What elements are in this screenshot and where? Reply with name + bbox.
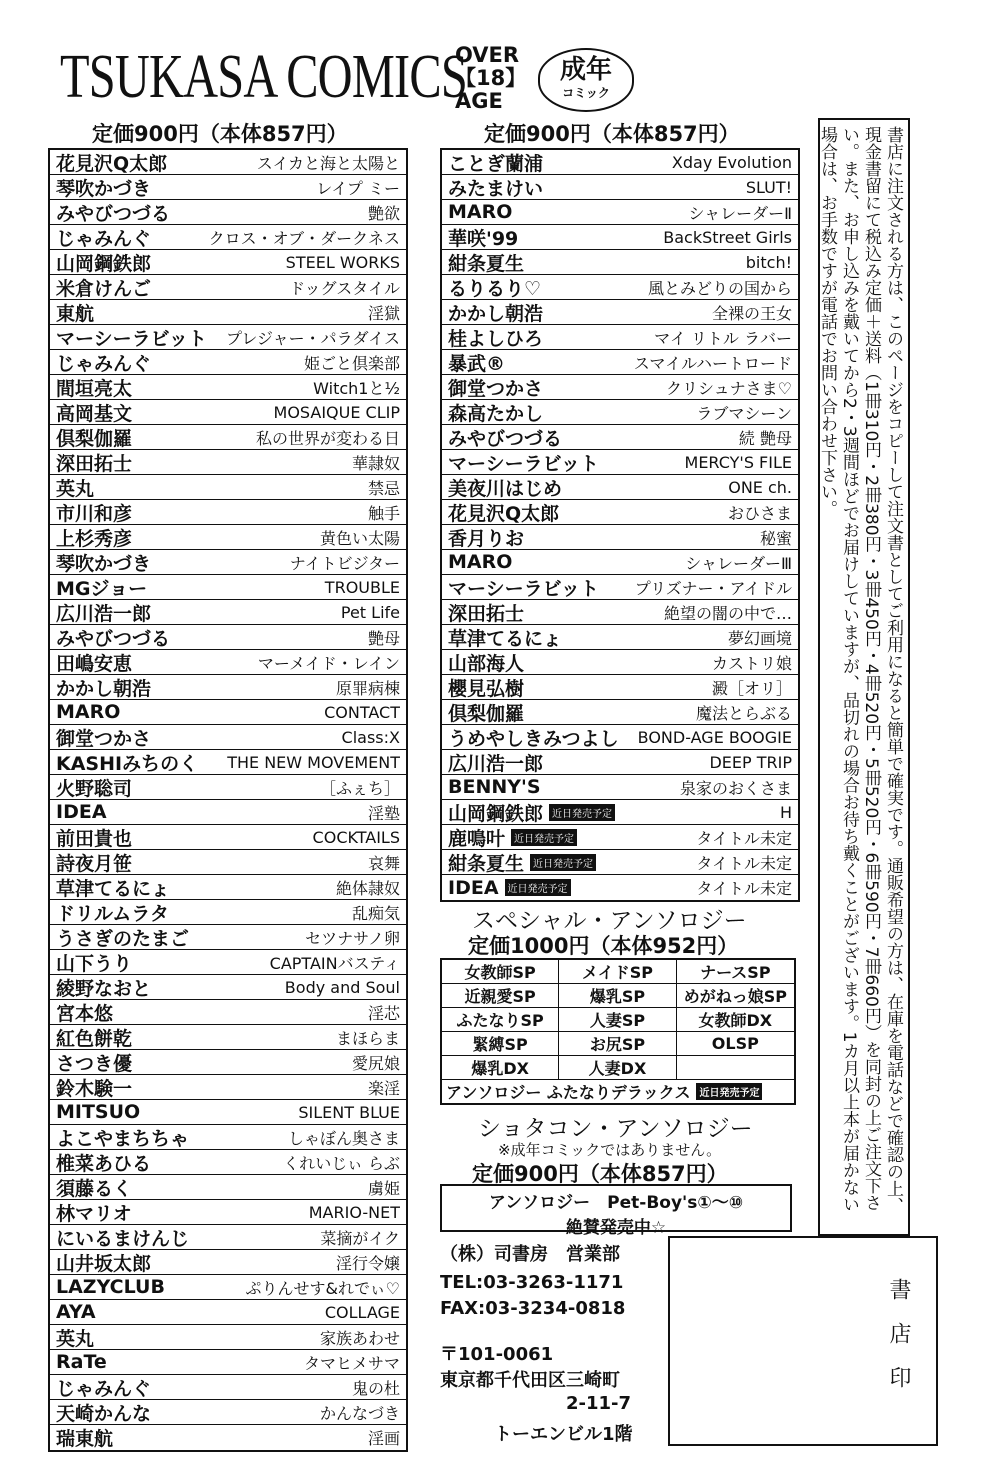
- catalog-title: 哀舞: [367, 853, 400, 873]
- catalog-title: ［ふぇち］: [319, 778, 400, 798]
- catalog-author: RaTe: [56, 1351, 107, 1373]
- address-line2: 2-11-7: [566, 1393, 632, 1414]
- catalog-title: Pet Life: [340, 602, 400, 622]
- catalog-row: [442, 825, 798, 850]
- catalog-author: るりるり♡: [448, 277, 542, 300]
- catalog-row: [442, 625, 798, 650]
- catalog-row: [50, 800, 406, 825]
- catalog-author: MITSUO: [56, 1101, 141, 1123]
- catalog-title: 淫芯: [367, 1003, 400, 1023]
- catalog-author: ことぎ蘭浦: [448, 152, 544, 175]
- catalog-author: 香月りお: [448, 527, 525, 550]
- catalog-row: [50, 550, 406, 575]
- catalog-author: 広川浩一郎: [448, 752, 544, 775]
- shota-anthology-title: ショタコン・アンソロジー: [478, 1116, 753, 1142]
- catalog-row: [50, 525, 406, 550]
- catalog-author: MARO: [448, 201, 513, 223]
- catalog-row: [442, 700, 798, 725]
- catalog-title: タイトル未定: [696, 853, 792, 873]
- catalog-title: タイトル未定: [696, 879, 792, 898]
- catalog-author: KASHIみちのく: [56, 752, 199, 775]
- catalog-title: しゃぼん奥さま: [287, 1128, 400, 1148]
- catalog-row: [50, 475, 406, 500]
- catalog-row: [50, 575, 406, 600]
- catalog-title: シャレーダーⅢ: [685, 553, 792, 573]
- catalog-row: [50, 950, 406, 975]
- catalog-title: CONTACT: [324, 702, 400, 722]
- pet-boys-line1: アンソロジー Pet-Boy's①～⑩: [488, 1193, 744, 1213]
- catalog-author: 宮本悠: [56, 1002, 114, 1025]
- catalog-row: [50, 625, 406, 650]
- catalog-row: [442, 775, 798, 800]
- anthology-cell: 近親愛SP: [442, 984, 559, 1008]
- catalog-author: 山岡鋼鉄郎: [56, 252, 152, 275]
- catalog-title: スマイルハートロード: [633, 353, 792, 373]
- catalog-row: [50, 1325, 406, 1350]
- anthology-wide-row: [442, 1080, 794, 1103]
- anthology-cell: お尻SP: [559, 1032, 676, 1056]
- left-catalog-list: [48, 148, 408, 1452]
- catalog-title: Class:X: [341, 727, 400, 747]
- catalog-author: MARO: [448, 551, 513, 573]
- catalog-row: [50, 1275, 406, 1300]
- catalog-title: ラブマシーン: [696, 403, 792, 423]
- catalog-row: [50, 300, 406, 325]
- catalog-row: [50, 650, 406, 675]
- catalog-row: [442, 325, 798, 350]
- anthology-cell: 女教師SP: [442, 960, 559, 984]
- catalog-title: レイプ ミー: [316, 178, 400, 198]
- catalog-author: 草津てるにょ: [448, 627, 562, 650]
- catalog-title: タイトル未定: [696, 828, 792, 848]
- catalog-row: [50, 750, 406, 775]
- catalog-author: 紅色餅乾: [56, 1027, 133, 1050]
- catalog-row: [50, 1000, 406, 1025]
- catalog-row: [50, 1075, 406, 1100]
- catalog-author: 紺条夏生: [448, 852, 525, 875]
- catalog-author: 須藤るく: [56, 1177, 133, 1200]
- catalog-row: [50, 400, 406, 425]
- coming-soon-badge: 近日発売予定: [696, 1083, 762, 1100]
- catalog-row: [442, 200, 798, 225]
- catalog-row: [50, 150, 406, 175]
- catalog-author: よこやまちちゃ: [56, 1127, 190, 1150]
- catalog-row: [50, 700, 406, 725]
- over-age-line: OVER: [455, 43, 520, 67]
- catalog-title: 禁忌: [367, 478, 400, 498]
- catalog-title: BackStreet Girls: [663, 227, 792, 247]
- catalog-author: 御堂つかさ: [56, 727, 152, 750]
- catalog-title: 続 艶母: [738, 428, 792, 448]
- catalog-title: 家族あわせ: [319, 1328, 400, 1348]
- catalog-title: 夢幻画境: [727, 628, 792, 648]
- catalog-row: [442, 550, 798, 575]
- catalog-row: [50, 1100, 406, 1125]
- catalog-row: [50, 925, 406, 950]
- catalog-row: [50, 325, 406, 350]
- catalog-author: じゃみんぐ: [56, 1377, 152, 1400]
- catalog-author: 紺条夏生: [448, 252, 525, 275]
- catalog-author: 広川浩一郎: [56, 602, 152, 625]
- catalog-author: BENNY'S: [448, 776, 541, 798]
- publisher-title: TSUKASA COMICS: [60, 43, 467, 111]
- catalog-title: 楽淫: [367, 1078, 400, 1098]
- catalog-title: プリズナー・アイドル: [634, 578, 792, 598]
- anthology-cell: 人妻DX: [559, 1056, 676, 1080]
- catalog-title: まほらま: [335, 1028, 400, 1048]
- seinen-main: 成年: [559, 55, 612, 85]
- catalog-row: [50, 175, 406, 200]
- catalog-row: [50, 200, 406, 225]
- right-catalog-list: [440, 148, 800, 902]
- catalog-author: 森高たかし: [448, 402, 544, 425]
- catalog-title: CAPTAINバスティ: [269, 953, 400, 973]
- catalog-author: 市川和彦: [56, 502, 133, 525]
- catalog-title: 艶母: [367, 628, 400, 648]
- catalog-row: [442, 300, 798, 325]
- catalog-title: TROUBLE: [324, 577, 400, 597]
- shota-price: 定価900円（本体857円）: [472, 1162, 728, 1186]
- catalog-author: 田嶋安恵: [56, 652, 133, 675]
- seinen-sub: コミック: [562, 86, 610, 100]
- catalog-row: [442, 175, 798, 200]
- catalog-row: [442, 750, 798, 775]
- pet-boys-line2: 絶賛発売中☆: [565, 1218, 667, 1238]
- catalog-title: Xday Evolution: [671, 152, 792, 172]
- catalog-author: 暴武®: [448, 352, 506, 375]
- catalog-title: 華隷奴: [351, 453, 400, 473]
- catalog-author: 琴吹かづき: [56, 552, 152, 575]
- catalog-author: じゃみんぐ: [56, 352, 152, 375]
- catalog-title: 虜姫: [367, 1178, 400, 1198]
- catalog-author: マーシーラビット: [56, 327, 207, 350]
- catalog-title: 鬼の杜: [351, 1378, 400, 1398]
- catalog-row: [442, 150, 798, 175]
- catalog-author: 深田拓士: [56, 452, 133, 475]
- catalog-author: 英丸: [56, 477, 95, 500]
- catalog-row: [442, 400, 798, 425]
- shota-note: ※成年コミックではありません。: [498, 1141, 722, 1159]
- catalog-title: SILENT BLUE: [298, 1102, 400, 1122]
- catalog-title: セツナサノ卵: [305, 928, 400, 948]
- catalog-title: 全裸の王女: [711, 303, 792, 323]
- catalog-author: じゃみんぐ: [56, 227, 152, 250]
- catalog-title: かんなづき: [319, 1403, 400, 1423]
- catalog-row: [50, 1350, 406, 1375]
- catalog-title: タマヒメサマ: [303, 1353, 400, 1373]
- catalog-title: 原罪病棟: [335, 678, 400, 698]
- phone-number: TEL:03-3263-1171: [440, 1272, 624, 1293]
- catalog-author: 美夜川はじめ: [448, 477, 563, 500]
- address-line3: トーエンビル1階: [494, 1424, 633, 1445]
- catalog-row: [442, 575, 798, 600]
- catalog-title: 触手: [367, 503, 400, 523]
- catalog-author: IDEA: [448, 876, 499, 899]
- catalog-row: [50, 1300, 406, 1325]
- catalog-row: [50, 1150, 406, 1175]
- catalog-author: 倶梨伽羅: [56, 427, 133, 450]
- catalog-author: 倶梨伽羅: [448, 702, 525, 725]
- catalog-row: [442, 650, 798, 675]
- catalog-row: [50, 725, 406, 750]
- catalog-author: 高岡基文: [56, 402, 133, 425]
- catalog-author: さつき優: [56, 1052, 133, 1075]
- catalog-title: 秘蜜: [759, 528, 792, 548]
- catalog-row: [50, 1050, 406, 1075]
- anthology-cell: 女教師DX: [677, 1008, 794, 1032]
- catalog-title: STEEL WORKS: [285, 252, 400, 272]
- stamp-label: 書店印: [886, 1278, 911, 1410]
- catalog-row: [442, 375, 798, 400]
- catalog-row: [442, 350, 798, 375]
- catalog-title: カストリ娘: [711, 653, 792, 673]
- catalog-author: AYA: [56, 1301, 96, 1323]
- adult-comic-badge: [538, 48, 634, 112]
- catalog-author: 花見沢Q太郎: [448, 502, 560, 525]
- catalog-title: マーメイド・レイン: [257, 653, 400, 673]
- catalog-title: 泉家のおくさま: [679, 778, 792, 798]
- special-price: 定価1000円（本体952円）: [468, 934, 739, 958]
- catalog-author: 御堂つかさ: [448, 377, 544, 400]
- catalog-author: 鹿鳴叶: [448, 827, 506, 850]
- catalog-title: 黄色い太陽: [319, 528, 400, 548]
- catalog-author: ドリルムラタ: [56, 902, 170, 925]
- catalog-title: COCKTAILS: [312, 827, 400, 847]
- catalog-author: マーシーラビット: [448, 452, 599, 475]
- catalog-row: [442, 500, 798, 525]
- catalog-author: 山下うり: [56, 952, 133, 975]
- fax-number: FAX:03-3234-0818: [440, 1298, 626, 1319]
- catalog-author: 米倉けんご: [56, 277, 152, 300]
- price-right: 定価900円（本体857円）: [484, 122, 740, 146]
- special-anthology-grid: [440, 958, 796, 1105]
- catalog-row: [442, 725, 798, 750]
- anthology-cell: OLSP: [677, 1032, 794, 1056]
- price-left: 定価900円（本体857円）: [92, 122, 348, 146]
- catalog-row: [50, 1175, 406, 1200]
- company-name: （株）司書房 営業部: [440, 1244, 620, 1265]
- catalog-author: 火野聡司: [56, 777, 133, 800]
- catalog-author: 鈴木験一: [56, 1077, 133, 1100]
- catalog-author: 間垣亮太: [56, 377, 133, 400]
- catalog-row: [50, 350, 406, 375]
- catalog-author: 山部海人: [448, 652, 525, 675]
- catalog-row: [50, 675, 406, 700]
- catalog-row: [442, 525, 798, 550]
- catalog-title: 澱［オリ］: [711, 678, 792, 698]
- coming-soon-badge: 近日発売予定: [505, 879, 571, 896]
- catalog-title: ナイトビジター: [289, 553, 400, 573]
- catalog-row: [50, 1250, 406, 1275]
- catalog-title: SLUT!: [745, 177, 792, 197]
- coming-soon-badge: 近日発売予定: [549, 804, 615, 821]
- catalog-author: 深田拓士: [448, 602, 525, 625]
- catalog-author: 華咲'99: [448, 227, 519, 250]
- catalog-title: THE NEW MOVEMENT: [227, 752, 400, 772]
- catalog-title: Witch1と½: [313, 378, 400, 398]
- anthology-cell: 人妻SP: [559, 1008, 676, 1032]
- catalog-row: [442, 675, 798, 700]
- catalog-title: 菜摘がイク: [320, 1228, 400, 1248]
- catalog-row: [50, 1375, 406, 1400]
- catalog-author: LAZYCLUB: [56, 1276, 165, 1298]
- catalog-title: 愛尻娘: [351, 1053, 400, 1073]
- catalog-row: [442, 425, 798, 450]
- catalog-row: [50, 425, 406, 450]
- catalog-author: うさぎのたまご: [56, 927, 190, 950]
- catalog-row: [442, 800, 798, 825]
- catalog-author: 綾野なおと: [56, 977, 152, 1000]
- anthology-cell: 爆乳DX: [442, 1056, 559, 1080]
- catalog-author: うめやしきみつよし: [448, 727, 619, 750]
- catalog-author: IDEA: [56, 801, 107, 823]
- catalog-row: [50, 1200, 406, 1225]
- catalog-row: [50, 1025, 406, 1050]
- catalog-author: 桂よしひろ: [448, 327, 544, 350]
- catalog-title: MARIO-NET: [308, 1202, 400, 1222]
- catalog-author: 瑞東航: [56, 1428, 114, 1450]
- catalog-row: [442, 275, 798, 300]
- catalog-author: 椎菜あひる: [56, 1152, 152, 1175]
- catalog-title: スイカと海と太陽と: [256, 153, 400, 173]
- catalog-author: みたまけい: [448, 177, 544, 200]
- special-anthology-title: スペシャル・アンソロジー: [472, 908, 747, 934]
- address-line1: 東京都千代田区三崎町: [440, 1370, 620, 1391]
- catalog-title: 姫ごと倶楽部: [303, 353, 400, 373]
- catalog-title: bitch!: [745, 252, 792, 272]
- catalog-row: [50, 1400, 406, 1425]
- catalog-author: 櫻見弘樹: [448, 677, 525, 700]
- catalog-author: 琴吹かづき: [56, 177, 152, 200]
- order-instructions: 書店に注文される方は、このページをコピーして注文書としてご利用になると簡単で確実です。通販希望の方は、在庫を電話などで確認の上、現金書留にて税込み定価＋送料（1冊310円・2冊380円・3冊450円・4冊520円・5冊520円・6冊590円・7冊660円）を同封の上ご注文下さい。また、お申し込みを戴いてから2・3週間ほどでお届けしていますが、品切れの場合お待ち戴くことがございます。1カ月以上本が届かない場合は、お手数ですが電話でお問い合わせ下さい。: [818, 118, 910, 1236]
- catalog-row: [50, 850, 406, 875]
- catalog-row: [50, 1425, 406, 1450]
- catalog-row: [50, 875, 406, 900]
- catalog-title: 風とみどりの国から: [647, 278, 792, 298]
- pet-boys-box: [440, 1184, 792, 1238]
- catalog-title: 艶欲: [367, 203, 400, 223]
- catalog-row: [50, 825, 406, 850]
- catalog-row: [50, 900, 406, 925]
- over-age-line: AGE: [455, 89, 503, 113]
- catalog-author: 詩夜月笹: [56, 852, 133, 875]
- catalog-row: [442, 225, 798, 250]
- catalog-title: 魔法とらぶる: [695, 703, 792, 723]
- catalog-title: H: [779, 802, 792, 822]
- anthology-cell: 爆乳SP: [559, 984, 676, 1008]
- catalog-row: [50, 600, 406, 625]
- catalog-author: かかし朝浩: [448, 302, 544, 325]
- catalog-row: [442, 850, 798, 875]
- catalog-author: 山岡鋼鉄郎: [448, 802, 544, 825]
- catalog-title: くれいじぃ らぶ: [283, 1153, 400, 1173]
- catalog-title: 私の世界が変わる日: [255, 428, 400, 448]
- coming-soon-badge: 近日発売予定: [530, 854, 596, 871]
- catalog-title: ONE ch.: [728, 477, 792, 497]
- catalog-author: 山井坂太郎: [56, 1252, 152, 1275]
- catalog-author: 花見沢Q太郎: [56, 152, 168, 175]
- anthology-cell: メイドSP: [559, 960, 676, 984]
- catalog-row: [50, 500, 406, 525]
- catalog-title: マイ リトル ラバー: [654, 328, 792, 348]
- catalog-title: MERCY'S FILE: [684, 452, 792, 472]
- catalog-title: 絶体隷奴: [335, 878, 400, 898]
- catalog-title: クロス・オブ・ダークネス: [208, 228, 400, 248]
- catalog-author: 上杉秀彦: [56, 527, 133, 550]
- catalog-title: ドッグスタイル: [289, 278, 400, 298]
- over-age-line: 【18】: [455, 66, 527, 90]
- catalog-author: 林マリオ: [56, 1202, 132, 1225]
- catalog-author: 東航: [56, 302, 95, 325]
- catalog-author: 天崎かんな: [56, 1402, 152, 1425]
- catalog-author: 前田貴也: [56, 827, 133, 850]
- catalog-title: MOSAIQUE CLIP: [273, 402, 400, 422]
- anthology-cell: [677, 1056, 794, 1080]
- catalog-author: MGジョー: [56, 577, 148, 600]
- catalog-row: [50, 975, 406, 1000]
- catalog-author: 英丸: [56, 1327, 95, 1350]
- catalog-author: みやびつづる: [56, 627, 171, 650]
- anthology-wide-title: アンソロジー ふたなりデラックス: [446, 1083, 691, 1102]
- catalog-title: プレジャー・パラダイス: [225, 328, 400, 348]
- catalog-author: にいるまけんじ: [56, 1227, 190, 1250]
- catalog-author: みやびつづる: [56, 202, 171, 225]
- catalog-title: 淫画: [367, 1429, 400, 1448]
- catalog-row: [442, 475, 798, 500]
- bookstore-stamp-box: [668, 1236, 938, 1446]
- catalog-row: [50, 1225, 406, 1250]
- catalog-row: [50, 250, 406, 275]
- catalog-row: [50, 375, 406, 400]
- catalog-title: ぷりんせす&れでぃ♡: [245, 1278, 400, 1298]
- catalog-title: 乱痴気: [351, 903, 400, 923]
- coming-soon-badge: 近日発売予定: [511, 829, 577, 846]
- catalog-title: シャレーダーⅡ: [688, 203, 792, 223]
- anthology-cell: めがねっ娘SP: [677, 984, 794, 1008]
- catalog-title: クリシュナさま♡: [665, 378, 792, 398]
- catalog-author: みやびつづる: [448, 427, 563, 450]
- catalog-row: [50, 450, 406, 475]
- catalog-row: [50, 275, 406, 300]
- catalog-title: COLLAGE: [324, 1302, 400, 1322]
- catalog-title: 淫獄: [367, 303, 400, 323]
- catalog-title: Body and Soul: [284, 977, 400, 997]
- catalog-row: [442, 600, 798, 625]
- catalog-title: 淫塾: [367, 803, 400, 823]
- catalog-title: 淫行令嬢: [335, 1253, 400, 1273]
- catalog-author: 草津てるにょ: [56, 877, 170, 900]
- catalog-title: おひさま: [727, 503, 792, 523]
- catalog-row: [442, 875, 798, 900]
- catalog-row: [442, 250, 798, 275]
- postal-code: 〒101-0061: [440, 1344, 554, 1365]
- anthology-cell: ナースSP: [677, 960, 794, 984]
- catalog-row: [442, 450, 798, 475]
- anthology-cell: 緊縛SP: [442, 1032, 559, 1056]
- catalog-author: MARO: [56, 701, 121, 723]
- over-18-mark: [455, 44, 530, 113]
- catalog-row: [50, 1125, 406, 1150]
- catalog-author: マーシーラビット: [448, 577, 599, 600]
- catalog-title: DEEP TRIP: [709, 752, 792, 772]
- catalog-author: かかし朝浩: [56, 677, 152, 700]
- catalog-row: [50, 775, 406, 800]
- anthology-cell: ふたなりSP: [442, 1008, 559, 1032]
- catalog-title: BOND-AGE BOOGIE: [637, 727, 792, 747]
- catalog-row: [50, 225, 406, 250]
- catalog-title: 絶望の闇の中で…: [663, 603, 792, 623]
